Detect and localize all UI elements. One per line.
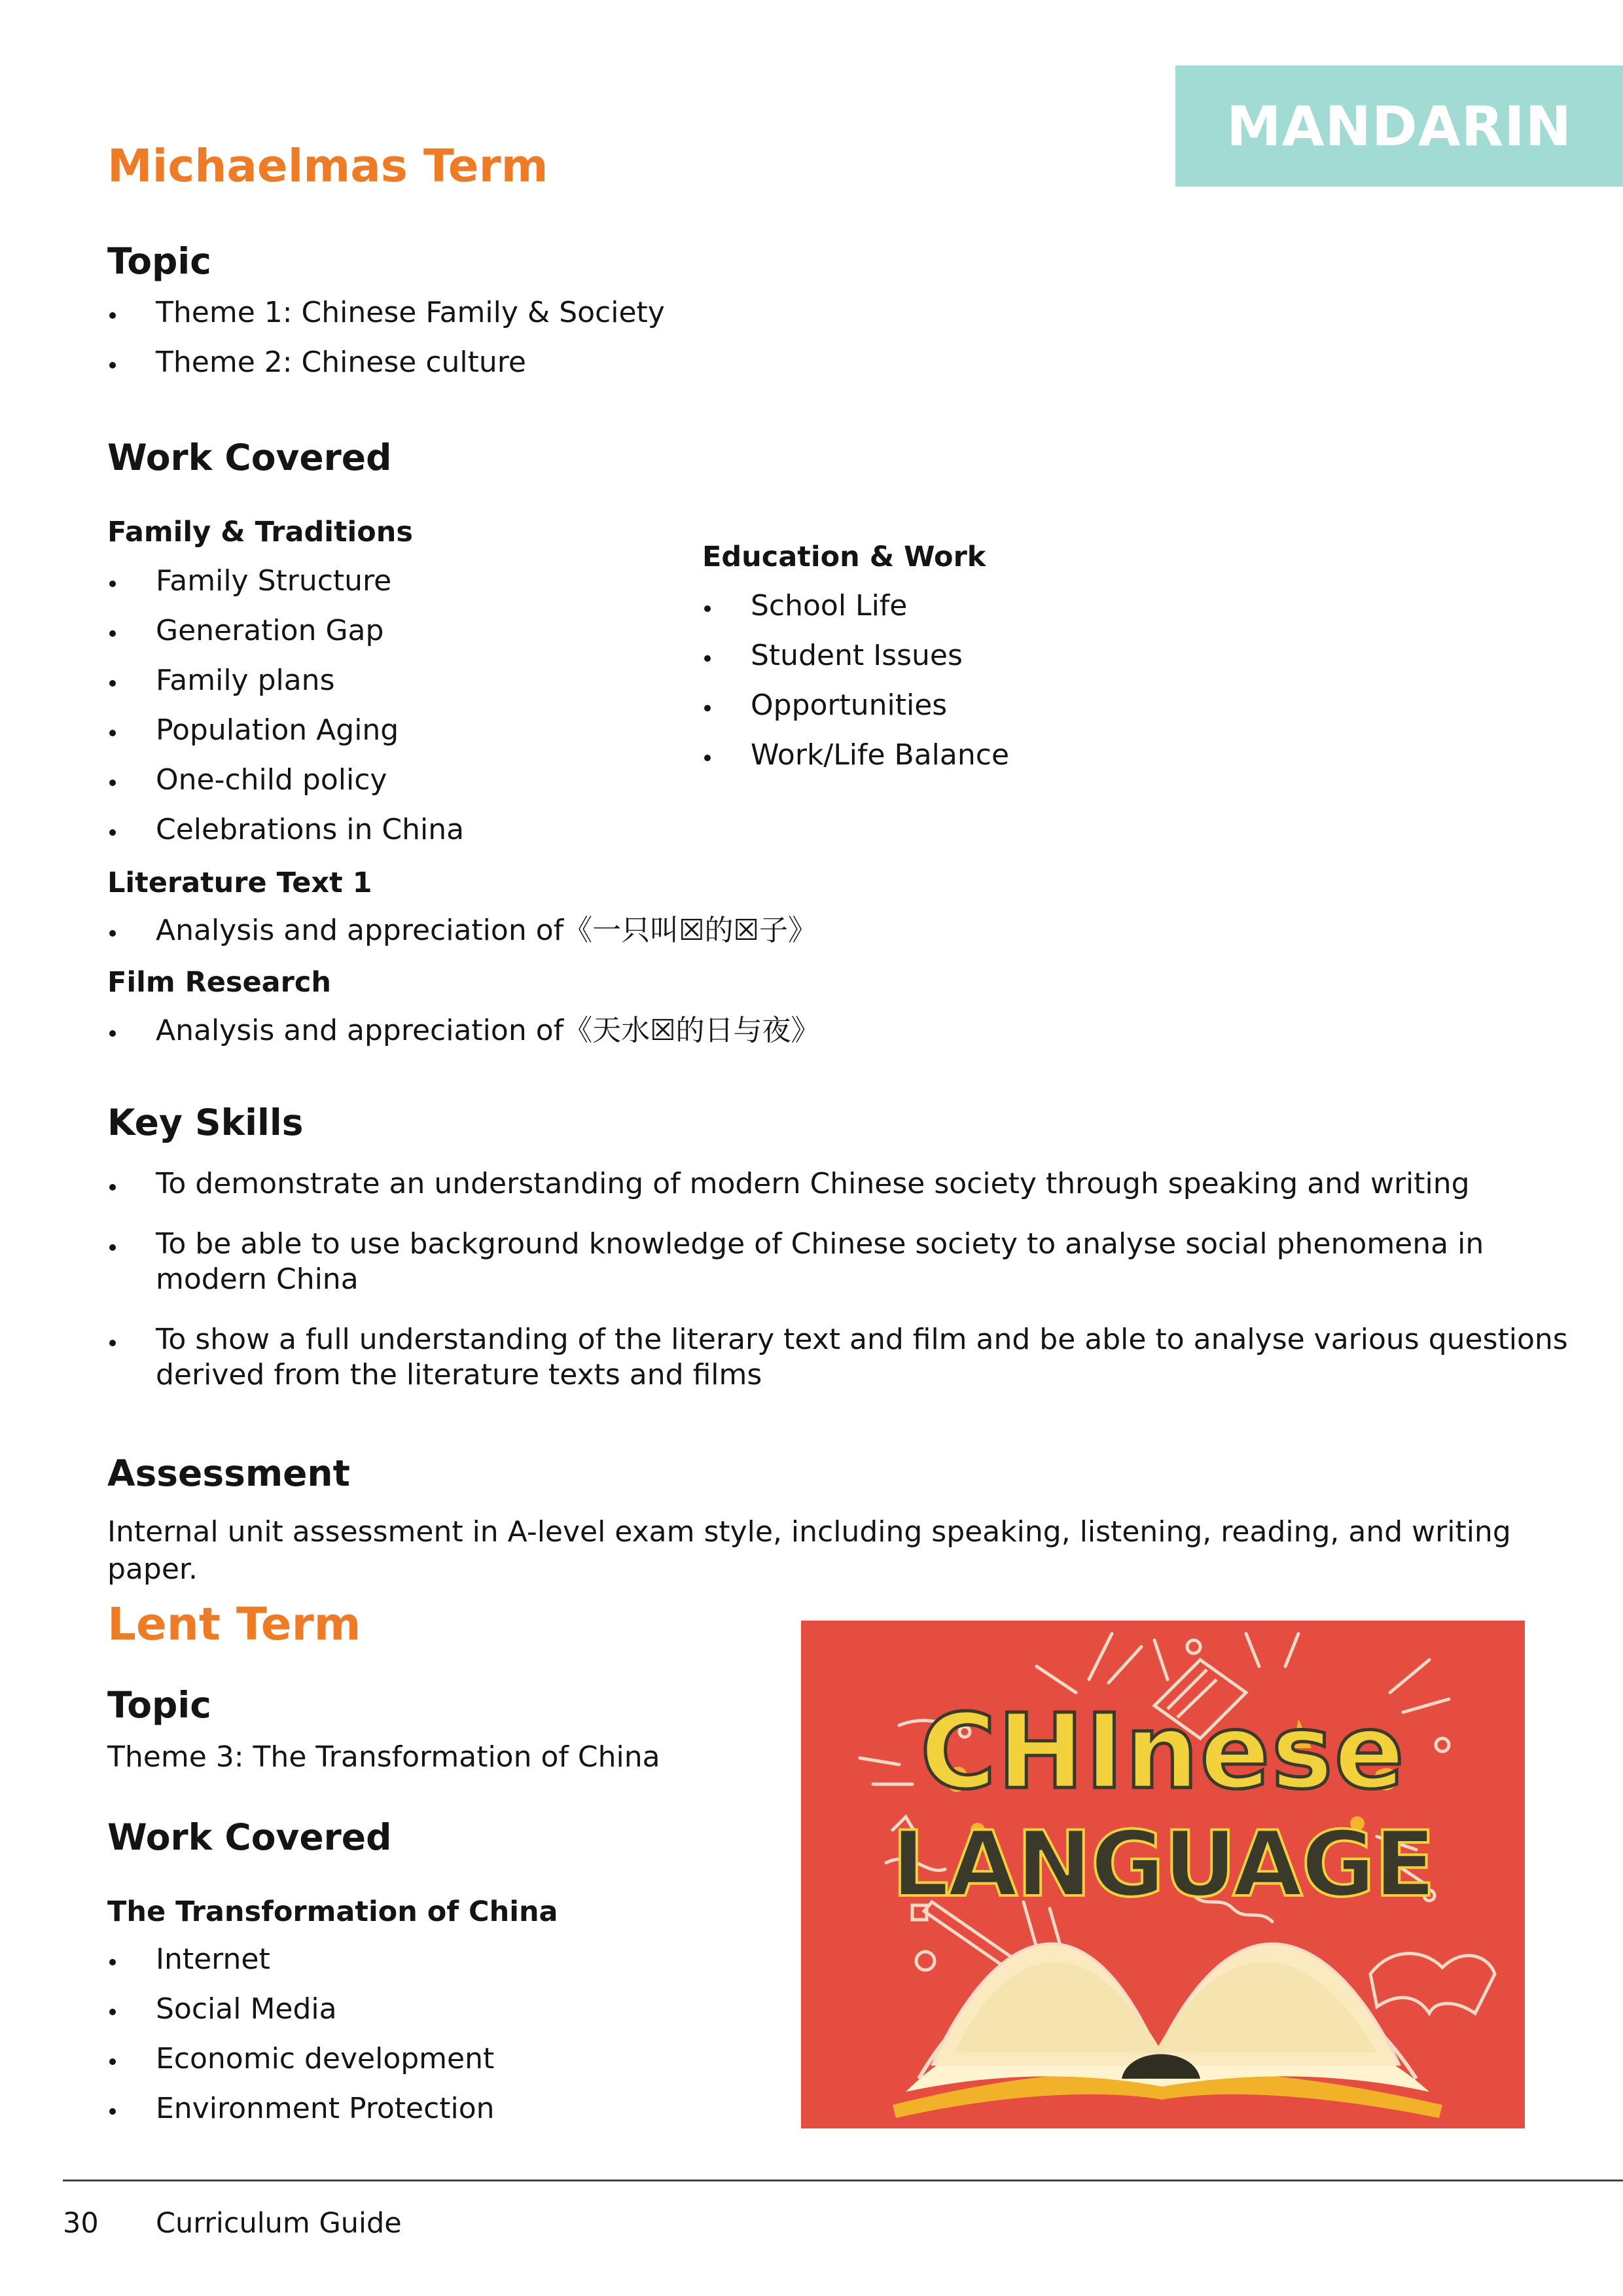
lent-topic-heading: Topic xyxy=(107,1684,211,1726)
family-traditions-list xyxy=(107,563,696,861)
list-item: Population Aging xyxy=(107,712,696,762)
list-item: Economic development xyxy=(107,2041,762,2090)
list-item: Opportunities xyxy=(702,687,1291,737)
list-item: Student Issues xyxy=(702,637,1291,687)
footer-divider xyxy=(63,2179,1623,2181)
michaelmas-topic-heading: Topic xyxy=(107,240,211,282)
education-work-list xyxy=(702,588,1291,787)
illustration-title-line2: LANGUAGE xyxy=(891,1812,1435,1917)
list-item: Analysis and appreciation of《一只叫☒的☒子》 xyxy=(107,912,1154,962)
list-item: School Life xyxy=(702,588,1291,637)
family-traditions-heading: Family & Traditions xyxy=(107,516,414,548)
list-item: To show a full understanding of the literary text and film and be able to analyse various questions derived from the literature texts and films xyxy=(107,1322,1580,1393)
footer-title: Curriculum Guide xyxy=(156,2207,402,2240)
list-item: Family Structure xyxy=(107,563,696,613)
page-number: 30 xyxy=(63,2207,99,2240)
lent-topic-text: Theme 3: The Transformation of China xyxy=(107,1740,660,1774)
list-item: To demonstrate an understanding of modern Chinese society through speaking and writing xyxy=(107,1166,1580,1202)
lent-work-covered-heading: Work Covered xyxy=(107,1816,392,1858)
michaelmas-work-covered-heading: Work Covered xyxy=(107,437,392,478)
education-work-heading: Education & Work xyxy=(702,541,986,573)
michaelmas-topic-list xyxy=(107,295,1154,394)
list-item: Generation Gap xyxy=(107,613,696,662)
list-item: Family plans xyxy=(107,662,696,712)
literature-text-list xyxy=(107,912,1154,962)
list-item: Theme 1: Chinese Family & Society xyxy=(107,295,1154,344)
michaelmas-term-title: Michaelmas Term xyxy=(107,140,548,192)
transformation-heading: The Transformation of China xyxy=(107,1895,558,1928)
list-item: Analysis and appreciation of《天水☒的日与夜》 xyxy=(107,1013,1154,1062)
list-item: Celebrations in China xyxy=(107,812,696,861)
key-skills-heading: Key Skills xyxy=(107,1102,304,1143)
chinese-language-illustration xyxy=(801,1621,1525,2128)
list-item: Environment Protection xyxy=(107,2090,762,2140)
key-skills-list xyxy=(107,1166,1580,1418)
list-item: To be able to use background knowledge of Chinese society to analyse social phenomena in modern China xyxy=(107,1227,1580,1297)
film-research-list xyxy=(107,1013,1154,1062)
lent-term-title: Lent Term xyxy=(107,1598,361,1651)
list-item: Work/Life Balance xyxy=(702,737,1291,787)
list-item: Theme 2: Chinese culture xyxy=(107,344,1154,394)
list-item: One-child policy xyxy=(107,762,696,812)
film-research-heading: Film Research xyxy=(107,966,331,999)
subject-banner xyxy=(1175,65,1623,187)
assessment-heading: Assessment xyxy=(107,1452,350,1494)
illustration-title-line1: CHInese xyxy=(920,1692,1406,1812)
transformation-list xyxy=(107,1941,762,2140)
assessment-text: Internal unit assessment in A-level exam style, including speaking, listening, reading, and writing paper. xyxy=(107,1515,1511,1587)
list-item: Internet xyxy=(107,1941,762,1991)
subject-label: MANDARIN xyxy=(1226,94,1572,158)
literature-text-heading: Literature Text 1 xyxy=(107,867,372,899)
list-item: Social Media xyxy=(107,1991,762,2041)
